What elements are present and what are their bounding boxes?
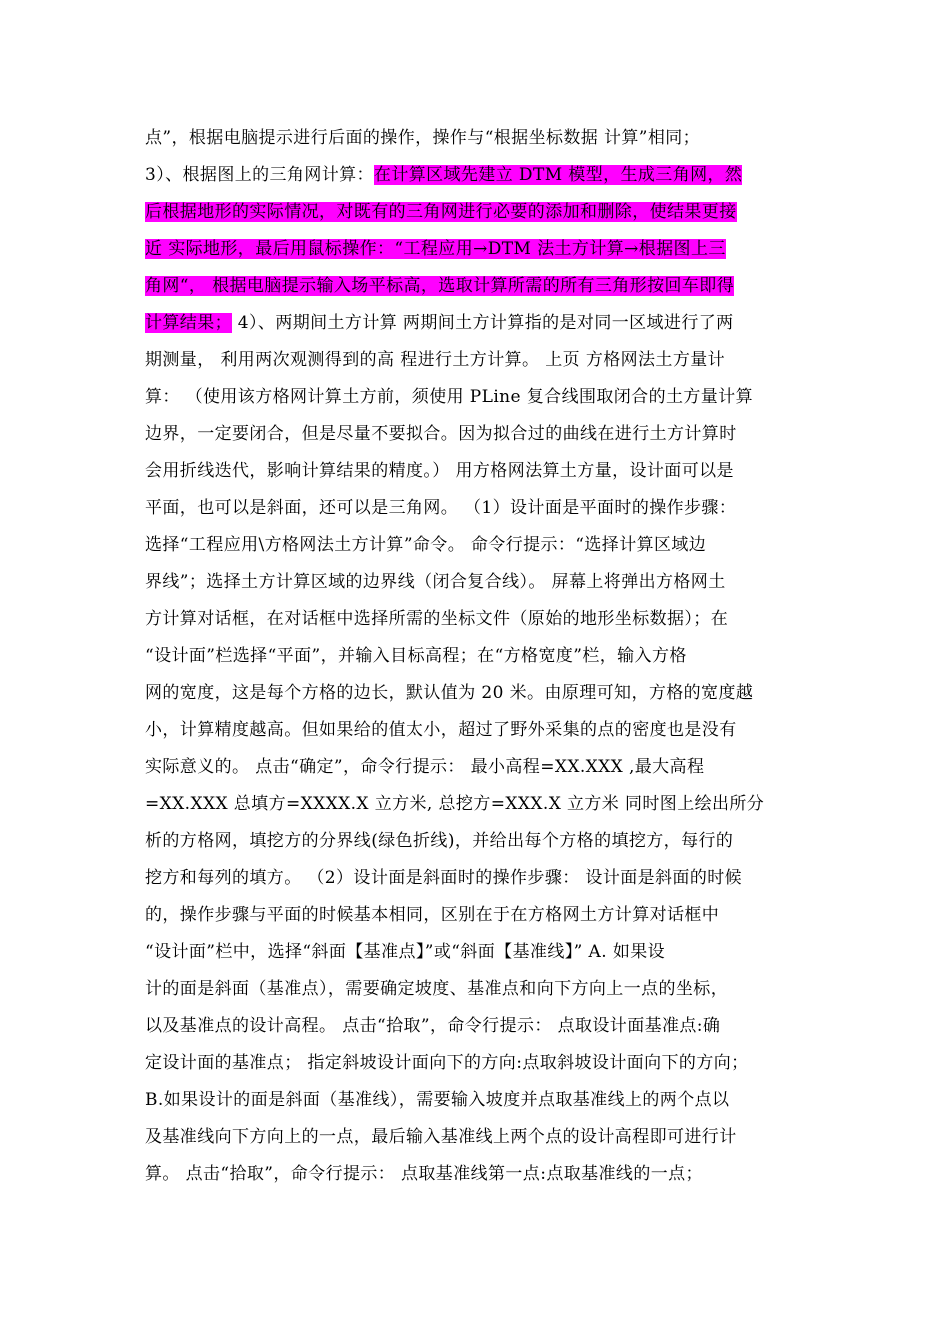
- text-segment: 算。 点击“拾取”，命令行提示： 点取基准线第一点:点取基准线的一点；: [145, 1164, 703, 1184]
- highlighted-text: 近 实际地形，最后用鼠标操作：“工程应用→DTM 法土方计算→根据图上三: [145, 239, 726, 259]
- highlighted-text: 后根据地形的实际情况，对既有的三角网进行必要的添加和删除，使结果更接: [145, 202, 737, 222]
- text-segment: 边界，一定要闭合，但是尽量不要拟合。因为拟合过的曲线在进行土方计算时: [145, 424, 737, 444]
- text-segment: 平面，也可以是斜面，还可以是三角网。 （1）设计面是平面时的操作步骤：: [145, 498, 737, 518]
- text-line: [145, 1082, 825, 1119]
- text-line: [145, 342, 825, 379]
- text-segment: 以及基准点的设计高程。 点击“拾取”，命令行提示： 点取设计面基准点:确: [145, 1016, 721, 1036]
- highlighted-text: 计算结果；: [145, 313, 232, 333]
- text-segment: 及基准线向下方向上的一点，最后输入基准线上两个点的设计高程即可进行计: [145, 1127, 737, 1147]
- text-line: [145, 231, 825, 268]
- text-segment: “设计面”栏中，选择“斜面【基准点】”或“斜面【基准线】” A. 如果设: [145, 942, 666, 962]
- text-segment: 网的宽度，这是每个方格的边长，默认值为 20 米。由原理可知，方格的宽度越: [145, 683, 754, 703]
- text-segment: 挖方和每列的填方。 （2）设计面是斜面时的操作步骤： 设计面是斜面的时候: [145, 868, 743, 888]
- text-line: [145, 860, 825, 897]
- text-line: [145, 1119, 825, 1156]
- text-line: [145, 749, 825, 786]
- text-line: [145, 379, 825, 416]
- text-line: [145, 601, 825, 638]
- highlighted-text: 在计算区域先建立 DTM 模型，生成三角网，然: [373, 165, 743, 185]
- text-line: [145, 786, 825, 823]
- text-line: [145, 897, 825, 934]
- text-segment: 的，操作步骤与平面的时候基本相同，区别在于在方格网土方计算对话框中: [145, 905, 720, 925]
- text-segment: 算： （使用该方格网计算土方前，须使用 PLine 复合线围取闭合的土方量计算: [145, 387, 753, 407]
- text-segment: B.如果设计的面是斜面（基准线），需要输入坡度并点取基准线上的两个点以: [145, 1090, 730, 1110]
- text-line: [145, 453, 825, 490]
- text-segment: 方计算对话框，在对话框中选择所需的坐标文件（原始的地形坐标数据）；在: [145, 609, 729, 629]
- text-segment: 实际意义的。 点击“确定”，命令行提示： 最小高程=XX.XXX ,最大高程: [145, 757, 705, 777]
- text-segment: 期测量， 利用两次观测得到的高 程进行土方计算。 上页 方格网法土方量计: [145, 350, 726, 370]
- text-line: [145, 157, 825, 194]
- text-line: [145, 305, 825, 342]
- text-line: [145, 1045, 825, 1082]
- text-line: [145, 1008, 825, 1045]
- text-line: [145, 564, 825, 601]
- text-line: [145, 971, 825, 1008]
- text-segment: 定设计面的基准点； 指定斜坡设计面向下的方向:点取斜坡设计面向下的方向；: [145, 1053, 749, 1073]
- text-segment: 小，计算精度越高。但如果给的值太小，超过了野外采集的点的密度也是没有: [145, 720, 737, 740]
- text-segment: 4）、两期间土方计算 两期间土方计算指的是对同一区域进行了两: [232, 313, 734, 333]
- text-segment: 点”，根据电脑提示进行后面的操作，操作与“根据坐标数据 计算”相同；: [145, 128, 701, 148]
- text-line: [145, 712, 825, 749]
- text-segment: 析的方格网，填挖方的分界线(绿色折线)，并给出每个方格的填挖方，每行的: [145, 831, 734, 851]
- text-segment: =XX.XXX 总填方=XXXX.X 立方米, 总挖方=XXX.X 立方米 同时图上绘出所分: [145, 794, 765, 814]
- text-line: [145, 527, 825, 564]
- text-line: [145, 490, 825, 527]
- text-line: [145, 416, 825, 453]
- text-segment: 计的面是斜面（基准点），需要确定坡度、基准点和向下方向上一点的坐标，: [145, 979, 729, 999]
- text-line: [145, 638, 825, 675]
- text-line: [145, 934, 825, 971]
- text-line: [145, 675, 825, 712]
- text-line: [145, 268, 825, 305]
- text-line: [145, 1156, 825, 1193]
- text-segment: “设计面”栏选择“平面”，并输入目标高程；在“方格宽度”栏，输入方格: [145, 646, 687, 666]
- text-line: [145, 120, 825, 157]
- text-segment: 会用折线迭代，影响计算结果的精度。） 用方格网法算土方量，设计面可以是: [145, 461, 734, 481]
- document-body: [145, 120, 825, 1193]
- text-segment: 选择“工程应用\方格网法土方计算”命令。 命令行提示：“选择计算区域边: [145, 535, 707, 555]
- text-line: [145, 823, 825, 860]
- text-segment: 界线”；选择土方计算区域的边界线（闭合复合线）。 屏幕上将弹出方格网土: [145, 572, 726, 592]
- highlighted-text: 角网“， 根据电脑提示输入场平标高，选取计算所需的所有三角形按回车即得: [145, 276, 735, 296]
- text-segment: 3）、根据图上的三角网计算：: [145, 165, 374, 185]
- text-line: [145, 194, 825, 231]
